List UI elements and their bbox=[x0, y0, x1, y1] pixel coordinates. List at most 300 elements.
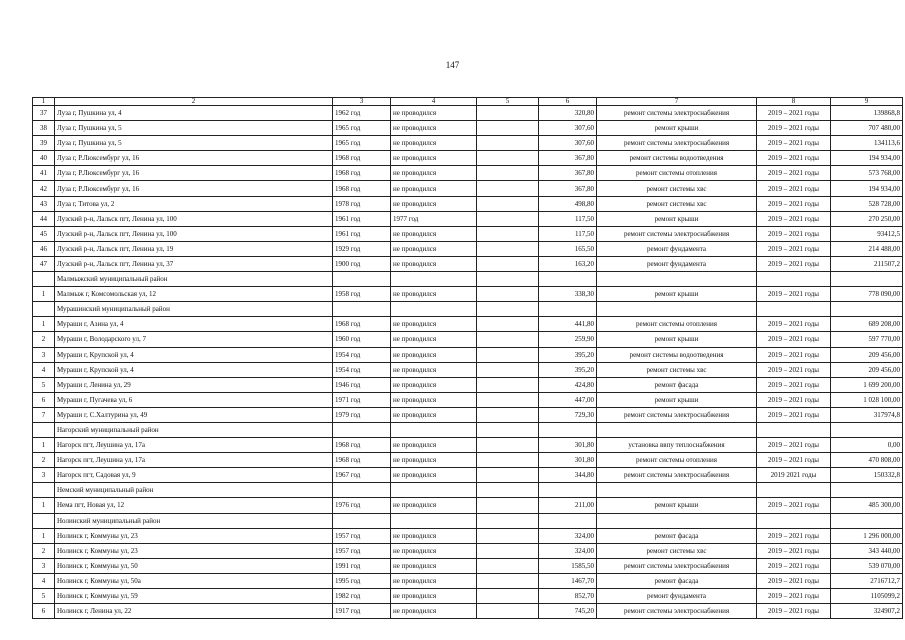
empty-cell bbox=[477, 317, 539, 332]
table-row bbox=[33, 573, 903, 588]
empty-cell bbox=[477, 392, 539, 407]
row-number-cell: 1 bbox=[33, 317, 55, 332]
period-cell: 2019 – 2021 годы bbox=[757, 362, 831, 377]
area-cell: 447,00 bbox=[539, 392, 597, 407]
cost-cell: 1105099,2 bbox=[831, 589, 903, 604]
last-repair-cell: не проводился bbox=[391, 498, 477, 513]
table-row bbox=[33, 604, 903, 619]
row-number-cell: 2 bbox=[33, 453, 55, 468]
row-number-cell: 3 bbox=[33, 558, 55, 573]
work-type-cell: ремонт фасада bbox=[597, 377, 757, 392]
build-year-cell: 1965 год bbox=[333, 121, 391, 136]
period-cell: 2019 – 2021 годы bbox=[757, 407, 831, 422]
area-cell: 395,20 bbox=[539, 347, 597, 362]
empty-cell bbox=[597, 483, 757, 498]
last-repair-cell: не проводился bbox=[391, 121, 477, 136]
last-repair-cell: не проводился bbox=[391, 362, 477, 377]
build-year-cell: 1965 год bbox=[333, 136, 391, 151]
build-year-cell: 1968 год bbox=[333, 181, 391, 196]
row-number-cell: 7 bbox=[33, 407, 55, 422]
empty-cell bbox=[831, 272, 903, 287]
cost-cell: 2716712,7 bbox=[831, 573, 903, 588]
work-type-cell: ремонт фундамента bbox=[597, 241, 757, 256]
area-cell: 324,00 bbox=[539, 543, 597, 558]
period-cell: 2019 – 2021 годы bbox=[757, 558, 831, 573]
work-type-cell: ремонт системы электроснабжения bbox=[597, 604, 757, 619]
address-cell: Нагорск пгт, Садовая ул, 9 bbox=[55, 468, 333, 483]
area-cell: 745,20 bbox=[539, 604, 597, 619]
table-row bbox=[33, 151, 903, 166]
empty-cell bbox=[757, 272, 831, 287]
empty-cell bbox=[391, 513, 477, 528]
section-title: Нолинский муниципальный район bbox=[55, 513, 333, 528]
last-repair-cell: не проводился bbox=[391, 196, 477, 211]
empty-cell bbox=[539, 302, 597, 317]
empty-cell bbox=[539, 513, 597, 528]
area-cell: 344,80 bbox=[539, 468, 597, 483]
address-cell: Луза г, Пушкина ул, 5 bbox=[55, 121, 333, 136]
work-type-cell: ремонт крыши bbox=[597, 392, 757, 407]
empty-cell bbox=[477, 422, 539, 437]
cost-cell: 324907,2 bbox=[831, 604, 903, 619]
column-header: 2 bbox=[55, 98, 333, 106]
address-cell: Нагорск пгт, Леушина ул, 17а bbox=[55, 453, 333, 468]
section-row bbox=[33, 513, 903, 528]
area-cell: 307,60 bbox=[539, 121, 597, 136]
empty-cell bbox=[477, 241, 539, 256]
row-number-cell: 5 bbox=[33, 377, 55, 392]
work-type-cell: ремонт системы отопления bbox=[597, 317, 757, 332]
empty-cell bbox=[477, 211, 539, 226]
row-number-cell: 6 bbox=[33, 604, 55, 619]
empty-cell bbox=[477, 498, 539, 513]
address-cell: Мураши г, Крупской ул, 4 bbox=[55, 347, 333, 362]
cost-cell: 343 440,00 bbox=[831, 543, 903, 558]
table-row bbox=[33, 468, 903, 483]
table-row bbox=[33, 136, 903, 151]
cost-cell: 150332,8 bbox=[831, 468, 903, 483]
address-cell: Мураши г, Азина ул, 4 bbox=[55, 317, 333, 332]
area-cell: 1467,70 bbox=[539, 573, 597, 588]
work-type-cell: ремонт системы электроснабжения bbox=[597, 468, 757, 483]
row-number-cell: 38 bbox=[33, 121, 55, 136]
cost-cell: 134113,6 bbox=[831, 136, 903, 151]
build-year-cell: 1960 год bbox=[333, 332, 391, 347]
empty-cell bbox=[391, 422, 477, 437]
cost-cell: 93412,5 bbox=[831, 226, 903, 241]
last-repair-cell: не проводился bbox=[391, 407, 477, 422]
table-row bbox=[33, 317, 903, 332]
cost-cell: 209 456,00 bbox=[831, 347, 903, 362]
empty-cell bbox=[831, 302, 903, 317]
table-row bbox=[33, 453, 903, 468]
build-year-cell: 1982 год bbox=[333, 589, 391, 604]
cost-cell: 1 028 100,00 bbox=[831, 392, 903, 407]
empty-cell bbox=[33, 483, 55, 498]
row-number-cell: 40 bbox=[33, 151, 55, 166]
last-repair-cell: не проводился bbox=[391, 332, 477, 347]
period-cell: 2019 – 2021 годы bbox=[757, 377, 831, 392]
page-number: 147 bbox=[445, 60, 460, 70]
empty-cell bbox=[477, 543, 539, 558]
table-row bbox=[33, 528, 903, 543]
empty-cell bbox=[477, 377, 539, 392]
empty-cell bbox=[831, 513, 903, 528]
address-cell: Луза г, Р.Люксембург ул, 16 bbox=[55, 181, 333, 196]
work-type-cell: ремонт системы отопления bbox=[597, 453, 757, 468]
section-title: Мурашинский муниципальный район bbox=[55, 302, 333, 317]
table-row bbox=[33, 407, 903, 422]
row-number-cell: 3 bbox=[33, 347, 55, 362]
last-repair-cell: не проводился bbox=[391, 181, 477, 196]
address-cell: Лузский р-н, Лальск пгт, Ленина ул, 100 bbox=[55, 211, 333, 226]
cost-cell: 1 296 000,00 bbox=[831, 528, 903, 543]
table-row bbox=[33, 121, 903, 136]
column-header: 4 bbox=[391, 98, 477, 106]
period-cell: 2019 – 2021 годы bbox=[757, 528, 831, 543]
empty-cell bbox=[757, 302, 831, 317]
address-cell: Лузский р-н, Лальск пгт, Ленина ул, 100 bbox=[55, 226, 333, 241]
last-repair-cell: не проводился bbox=[391, 106, 477, 121]
work-type-cell: ремонт системы водоотведения bbox=[597, 347, 757, 362]
address-cell: Нолинск г, Коммуны ул, 59 bbox=[55, 589, 333, 604]
work-type-cell: ремонт крыши bbox=[597, 121, 757, 136]
empty-cell bbox=[477, 438, 539, 453]
period-cell: 2019 – 2021 годы bbox=[757, 589, 831, 604]
build-year-cell: 1957 год bbox=[333, 543, 391, 558]
empty-cell bbox=[477, 347, 539, 362]
table-row bbox=[33, 543, 903, 558]
area-cell: 259,90 bbox=[539, 332, 597, 347]
work-type-cell: ремонт системы электроснабжения bbox=[597, 226, 757, 241]
address-cell: Луза г, Титова ул, 2 bbox=[55, 196, 333, 211]
area-cell: 324,00 bbox=[539, 528, 597, 543]
row-number-cell: 1 bbox=[33, 528, 55, 543]
column-header: 5 bbox=[477, 98, 539, 106]
address-cell: Луза г, Р.Люксембург ул, 16 bbox=[55, 166, 333, 181]
row-number-cell: 1 bbox=[33, 438, 55, 453]
header-row bbox=[33, 98, 903, 106]
table-row bbox=[33, 589, 903, 604]
row-number-cell: 41 bbox=[33, 166, 55, 181]
address-cell: Мураши г, Крупской ул, 4 bbox=[55, 362, 333, 377]
area-cell: 367,80 bbox=[539, 166, 597, 181]
empty-cell bbox=[477, 166, 539, 181]
address-cell: Нагорск пгт, Леушина ул, 17а bbox=[55, 438, 333, 453]
empty-cell bbox=[477, 106, 539, 121]
build-year-cell: 1962 год bbox=[333, 106, 391, 121]
table-row bbox=[33, 241, 903, 256]
work-type-cell: ремонт фундамента bbox=[597, 256, 757, 271]
row-number-cell: 46 bbox=[33, 241, 55, 256]
empty-cell bbox=[757, 483, 831, 498]
address-cell: Лузский р-н, Лальск пгт, Ленина ул, 37 bbox=[55, 256, 333, 271]
last-repair-cell: не проводился bbox=[391, 151, 477, 166]
empty-cell bbox=[477, 302, 539, 317]
work-type-cell: ремонт системы отопления bbox=[597, 166, 757, 181]
work-type-cell: ремонт крыши bbox=[597, 287, 757, 302]
last-repair-cell: не проводился bbox=[391, 136, 477, 151]
last-repair-cell: не проводился bbox=[391, 347, 477, 362]
empty-cell bbox=[477, 121, 539, 136]
table-row bbox=[33, 347, 903, 362]
empty-cell bbox=[477, 136, 539, 151]
last-repair-cell: 1977 год bbox=[391, 211, 477, 226]
table-row bbox=[33, 392, 903, 407]
row-number-cell: 42 bbox=[33, 181, 55, 196]
row-number-cell: 37 bbox=[33, 106, 55, 121]
period-cell: 2019 – 2021 годы bbox=[757, 151, 831, 166]
row-number-cell: 39 bbox=[33, 136, 55, 151]
last-repair-cell: не проводился bbox=[391, 468, 477, 483]
address-cell: Нема пгт, Новая ул, 12 bbox=[55, 498, 333, 513]
build-year-cell: 1900 год bbox=[333, 256, 391, 271]
area-cell: 1585,50 bbox=[539, 558, 597, 573]
empty-cell bbox=[477, 573, 539, 588]
empty-cell bbox=[477, 589, 539, 604]
period-cell: 2019 – 2021 годы bbox=[757, 226, 831, 241]
column-header: 3 bbox=[333, 98, 391, 106]
empty-cell bbox=[539, 422, 597, 437]
last-repair-cell: не проводился bbox=[391, 438, 477, 453]
empty-cell bbox=[757, 513, 831, 528]
empty-cell bbox=[597, 422, 757, 437]
cost-cell: 211507,2 bbox=[831, 256, 903, 271]
build-year-cell: 1979 год bbox=[333, 407, 391, 422]
cost-cell: 485 300,00 bbox=[831, 498, 903, 513]
area-cell: 117,50 bbox=[539, 226, 597, 241]
cost-cell: 194 934,00 bbox=[831, 181, 903, 196]
empty-cell bbox=[539, 272, 597, 287]
area-cell: 498,80 bbox=[539, 196, 597, 211]
last-repair-cell: не проводился bbox=[391, 287, 477, 302]
address-cell: Нолинск г, Коммуны ул, 50а bbox=[55, 573, 333, 588]
empty-cell bbox=[831, 483, 903, 498]
area-cell: 163,20 bbox=[539, 256, 597, 271]
build-year-cell: 1961 год bbox=[333, 211, 391, 226]
row-number-cell: 44 bbox=[33, 211, 55, 226]
empty-cell bbox=[33, 513, 55, 528]
period-cell: 2019 – 2021 годы bbox=[757, 166, 831, 181]
section-row bbox=[33, 422, 903, 437]
cost-cell: 209 456,00 bbox=[831, 362, 903, 377]
row-number-cell: 3 bbox=[33, 468, 55, 483]
last-repair-cell: не проводился bbox=[391, 377, 477, 392]
empty-cell bbox=[333, 483, 391, 498]
empty-cell bbox=[477, 151, 539, 166]
section-row bbox=[33, 272, 903, 287]
work-type-cell: ремонт фасада bbox=[597, 573, 757, 588]
empty-cell bbox=[477, 558, 539, 573]
area-cell: 729,30 bbox=[539, 407, 597, 422]
table-row bbox=[33, 362, 903, 377]
build-year-cell: 1968 год bbox=[333, 438, 391, 453]
period-cell: 2019 – 2021 годы bbox=[757, 106, 831, 121]
work-type-cell: ремонт системы хвс bbox=[597, 543, 757, 558]
cost-cell: 0,00 bbox=[831, 438, 903, 453]
work-type-cell: ремонт системы хвс bbox=[597, 362, 757, 377]
section-row bbox=[33, 483, 903, 498]
period-cell: 2019 – 2021 годы bbox=[757, 241, 831, 256]
empty-cell bbox=[477, 483, 539, 498]
cost-cell: 270 250,00 bbox=[831, 211, 903, 226]
period-cell: 2019 – 2021 годы bbox=[757, 181, 831, 196]
empty-cell bbox=[831, 422, 903, 437]
last-repair-cell: не проводился bbox=[391, 528, 477, 543]
period-cell: 2019 – 2021 годы bbox=[757, 604, 831, 619]
work-type-cell: ремонт крыши bbox=[597, 332, 757, 347]
empty-cell bbox=[333, 272, 391, 287]
column-header: 1 bbox=[33, 98, 55, 106]
empty-cell bbox=[391, 483, 477, 498]
column-header: 9 bbox=[831, 98, 903, 106]
empty-cell bbox=[597, 513, 757, 528]
build-year-cell: 1967 год bbox=[333, 468, 391, 483]
empty-cell bbox=[477, 272, 539, 287]
work-type-cell: ремонт крыши bbox=[597, 211, 757, 226]
period-cell: 2019 – 2021 годы bbox=[757, 573, 831, 588]
table-row bbox=[33, 377, 903, 392]
last-repair-cell: не проводился bbox=[391, 226, 477, 241]
table-row bbox=[33, 287, 903, 302]
area-cell: 338,30 bbox=[539, 287, 597, 302]
address-cell: Мураши г, Ленина ул, 29 bbox=[55, 377, 333, 392]
address-cell: Нолинск г, Коммуны ул, 50 bbox=[55, 558, 333, 573]
row-number-cell: 4 bbox=[33, 362, 55, 377]
build-year-cell: 1991 год bbox=[333, 558, 391, 573]
address-cell: Нолинск г, Ленина ул, 22 bbox=[55, 604, 333, 619]
build-year-cell: 1968 год bbox=[333, 317, 391, 332]
empty-cell bbox=[477, 453, 539, 468]
table-row bbox=[33, 558, 903, 573]
area-cell: 441,80 bbox=[539, 317, 597, 332]
empty-cell bbox=[333, 513, 391, 528]
address-cell: Луза г, Пушкина ул, 5 bbox=[55, 136, 333, 151]
period-cell: 2019 – 2021 годы bbox=[757, 287, 831, 302]
work-type-cell: ремонт системы электроснабжения bbox=[597, 136, 757, 151]
cost-cell: 194 934,00 bbox=[831, 151, 903, 166]
table-row bbox=[33, 196, 903, 211]
area-cell: 165,50 bbox=[539, 241, 597, 256]
work-type-cell: ремонт системы электроснабжения bbox=[597, 558, 757, 573]
empty-cell bbox=[333, 422, 391, 437]
work-type-cell: ремонт системы электроснабжения bbox=[597, 106, 757, 121]
last-repair-cell: не проводился bbox=[391, 166, 477, 181]
empty-cell bbox=[477, 226, 539, 241]
last-repair-cell: не проводился bbox=[391, 453, 477, 468]
cost-cell: 1 699 200,00 bbox=[831, 377, 903, 392]
period-cell: 2019 – 2021 годы bbox=[757, 211, 831, 226]
build-year-cell: 1968 год bbox=[333, 453, 391, 468]
period-cell: 2019 – 2021 годы bbox=[757, 256, 831, 271]
row-number-cell: 2 bbox=[33, 332, 55, 347]
address-cell: Нолинск г, Коммуны ул, 23 bbox=[55, 543, 333, 558]
row-number-cell: 43 bbox=[33, 196, 55, 211]
cost-cell: 528 728,00 bbox=[831, 196, 903, 211]
build-year-cell: 1971 год bbox=[333, 392, 391, 407]
row-number-cell: 1 bbox=[33, 498, 55, 513]
empty-cell bbox=[597, 302, 757, 317]
empty-cell bbox=[757, 422, 831, 437]
table-row bbox=[33, 256, 903, 271]
last-repair-cell: не проводился bbox=[391, 589, 477, 604]
empty-cell bbox=[391, 302, 477, 317]
empty-cell bbox=[477, 604, 539, 619]
build-year-cell: 1978 год bbox=[333, 196, 391, 211]
cost-cell: 689 208,00 bbox=[831, 317, 903, 332]
last-repair-cell: не проводился bbox=[391, 317, 477, 332]
area-cell: 301,80 bbox=[539, 453, 597, 468]
empty-cell bbox=[477, 196, 539, 211]
table-row bbox=[33, 498, 903, 513]
last-repair-cell: не проводился bbox=[391, 604, 477, 619]
area-cell: 301,80 bbox=[539, 438, 597, 453]
table-row bbox=[33, 332, 903, 347]
address-cell: Нолинск г, Коммуны ул, 23 bbox=[55, 528, 333, 543]
empty-cell bbox=[33, 272, 55, 287]
period-cell: 2019 – 2021 годы bbox=[757, 438, 831, 453]
cost-cell: 317974,8 bbox=[831, 407, 903, 422]
table-body bbox=[33, 106, 903, 619]
work-type-cell: установка ввпу теплоснабжения bbox=[597, 438, 757, 453]
cost-cell: 707 480,00 bbox=[831, 121, 903, 136]
area-cell: 307,60 bbox=[539, 136, 597, 151]
cost-cell: 597 770,00 bbox=[831, 332, 903, 347]
table-row bbox=[33, 226, 903, 241]
period-cell: 2019 – 2021 годы bbox=[757, 498, 831, 513]
row-number-cell: 47 bbox=[33, 256, 55, 271]
work-type-cell: ремонт фасада bbox=[597, 528, 757, 543]
last-repair-cell: не проводился bbox=[391, 558, 477, 573]
area-cell: 367,80 bbox=[539, 181, 597, 196]
last-repair-cell: не проводился bbox=[391, 392, 477, 407]
build-year-cell: 1929 год bbox=[333, 241, 391, 256]
table-row bbox=[33, 438, 903, 453]
table-row bbox=[33, 166, 903, 181]
column-header: 8 bbox=[757, 98, 831, 106]
build-year-cell: 1968 год bbox=[333, 151, 391, 166]
section-title: Немский муниципальный район bbox=[55, 483, 333, 498]
row-number-cell: 6 bbox=[33, 392, 55, 407]
address-cell: Мураши г, Пугачева ул, 6 bbox=[55, 392, 333, 407]
row-number-cell: 4 bbox=[33, 573, 55, 588]
empty-cell bbox=[33, 422, 55, 437]
area-cell: 852,70 bbox=[539, 589, 597, 604]
last-repair-cell: не проводился bbox=[391, 543, 477, 558]
empty-cell bbox=[477, 256, 539, 271]
section-title: Малмыжский муниципальный район bbox=[55, 272, 333, 287]
build-year-cell: 1946 год bbox=[333, 377, 391, 392]
cost-cell: 214 488,00 bbox=[831, 241, 903, 256]
build-year-cell: 1957 год bbox=[333, 528, 391, 543]
address-cell: Мураши г, С.Халтурина ул, 49 bbox=[55, 407, 333, 422]
work-type-cell: ремонт системы хвс bbox=[597, 196, 757, 211]
empty-cell bbox=[477, 287, 539, 302]
period-cell: 2019 – 2021 годы bbox=[757, 392, 831, 407]
area-cell: 395,20 bbox=[539, 362, 597, 377]
address-cell: Луза г, Р.Люксембург ул, 16 bbox=[55, 151, 333, 166]
empty-cell bbox=[539, 483, 597, 498]
cost-cell: 470 808,00 bbox=[831, 453, 903, 468]
work-type-cell: ремонт крыши bbox=[597, 498, 757, 513]
row-number-cell: 5 bbox=[33, 589, 55, 604]
column-header: 6 bbox=[539, 98, 597, 106]
empty-cell bbox=[477, 468, 539, 483]
empty-cell bbox=[477, 407, 539, 422]
address-cell: Малмыж г, Комсомольская ул, 12 bbox=[55, 287, 333, 302]
cost-cell: 573 768,00 bbox=[831, 166, 903, 181]
build-year-cell: 1961 год bbox=[333, 226, 391, 241]
